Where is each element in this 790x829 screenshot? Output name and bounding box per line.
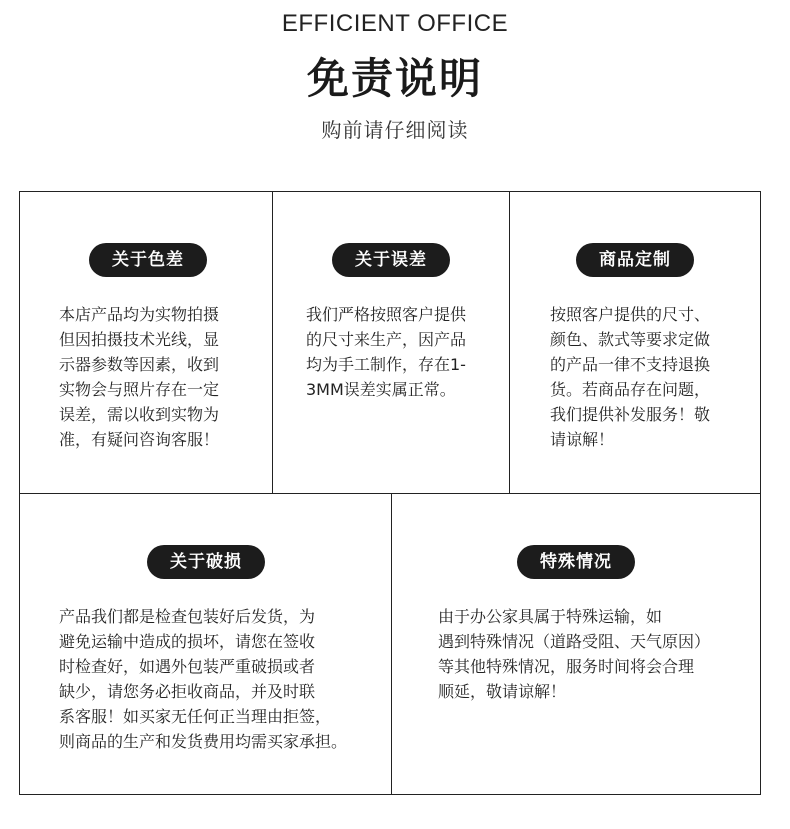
section-body-text: 我们严格按照客户提供 的尺寸来生产，因产品 均为手工制作，存在1- 3MM误差实属正常。 (306, 305, 467, 399)
section-body-text: 产品我们都是检查包装好后发货，为 避免运输中造成的损坏，请您在签收 时检查好，如遇外包装严重破损或者 缺少，请您务必拒收商品，并及时联 系客服！如买家无任何正当理由拒签， 则商品的生产和发货费用均需买家承担。 (59, 607, 348, 751)
brand-english-title: EFFICIENT OFFICE (281, 10, 509, 37)
section-size-error (273, 192, 509, 493)
page-title: 免责说明 (306, 54, 483, 103)
section-color-difference (20, 192, 272, 493)
section-special-cases (392, 494, 760, 795)
section-custom-products (510, 192, 760, 493)
section-body-text: 由于办公家具属于特殊运输，如 遇到特殊情况（道路受阻、天气原因） 等其他特殊情况，服务时间将会合理 顺延，敬请谅解！ (438, 607, 711, 701)
section-title-badge: 关于色差 (89, 243, 207, 277)
section-title-badge: 关于误差 (332, 243, 450, 277)
section-title-badge: 关于破损 (147, 545, 265, 579)
section-body-text: 按照客户提供的尺寸、 颜色、款式等要求定做 的产品一律不支持退换 货。若商品存在问题， 我们提供补发服务！敬 请谅解！ (550, 305, 711, 449)
section-title-badge: 商品定制 (576, 243, 694, 277)
section-damage (20, 494, 391, 795)
section-title-badge: 特殊情况 (517, 545, 635, 579)
section-body-text: 本店产品均为实物拍摄 但因拍摄技术光线，显 示器参数等因素，收到 实物会与照片存在一定 误差，需以收到实物为 准，有疑问咨询客服！ (59, 305, 220, 449)
disclaimer-grid (19, 191, 761, 795)
page-subtitle: 购前请仔细阅读 (321, 118, 469, 142)
